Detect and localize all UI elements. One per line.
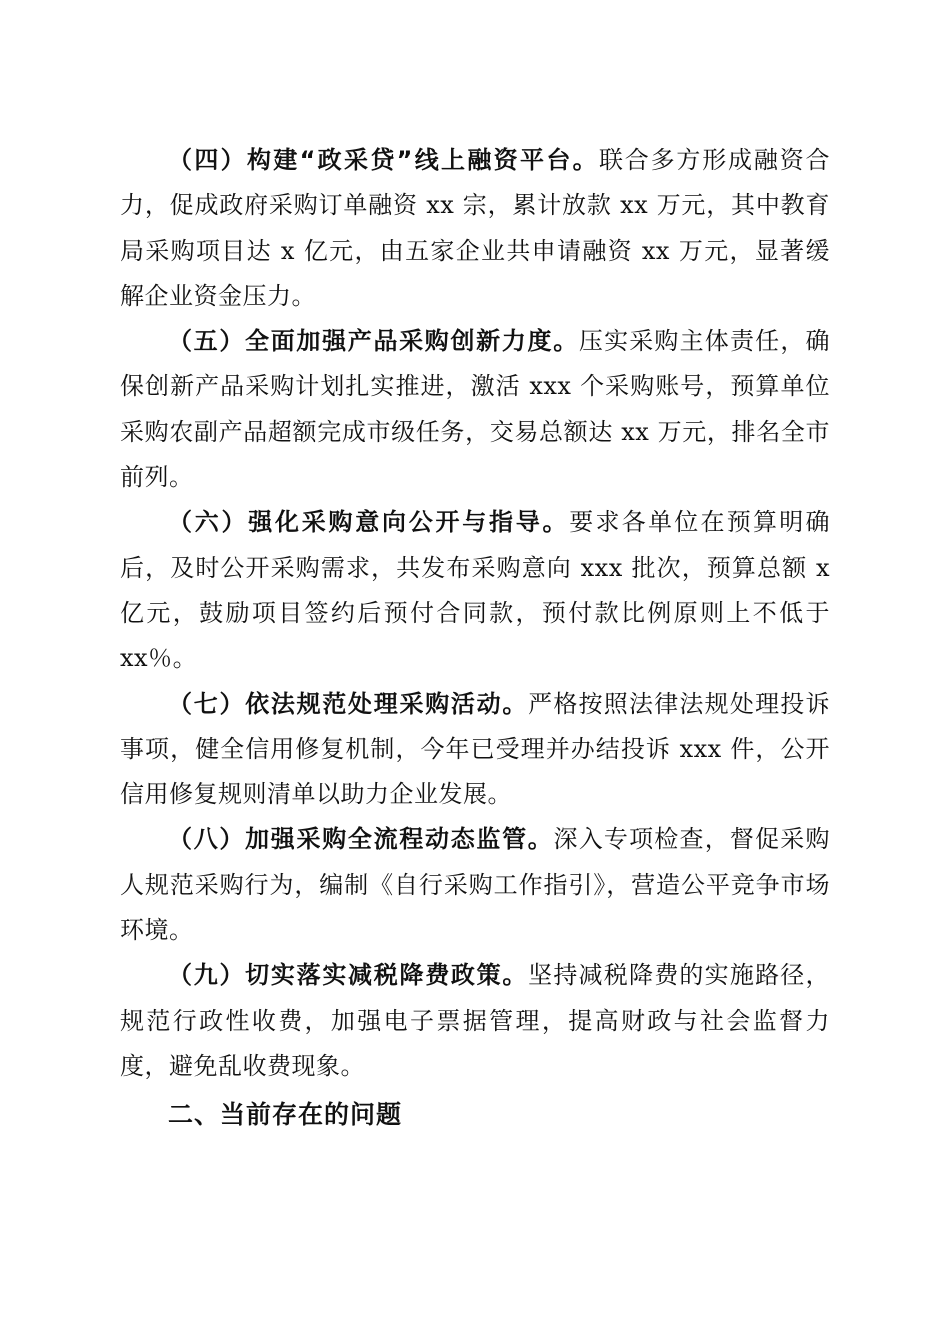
- paragraph-body: 压实采购主体责任，确保创新产品采购计划扎实推进，激活 xxx 个采购账号，预算单位采购农副产品超额完成市级任务，交易总额达 xx 万元，排名全市前列。: [120, 327, 831, 492]
- paragraph-8: [120, 817, 830, 953]
- paragraph-body: 要求各单位在预算明确后，及时公开采购需求，共发布采购意向 xxx 批次，预算总额 x 亿元，鼓励项目签约后预付合同款，预付款比例原则上不低于 xx％。: [120, 508, 830, 673]
- paragraph-6: [120, 500, 830, 681]
- section-heading: 二、当前存在的问题: [168, 1100, 403, 1130]
- paragraph-body: 严格按照法律法规处理投诉事项，健全信用修复机制，今年已受理并办结投诉 xxx 件，公开信用修复规则清单以助力企业发展。: [120, 689, 831, 809]
- paragraph-lead: （七）依法规范处理采购活动。: [168, 689, 529, 718]
- paragraph-lead: （九）切实落实减税降费政策。: [168, 961, 529, 990]
- paragraph-9: [120, 953, 830, 1089]
- paragraph-lead: （八）加强采购全流程动态监管。: [168, 825, 554, 854]
- paragraph-body: 联合多方形成融资合力，促成政府采购订单融资 xx 宗，累计放款 xx 万元，其中教育局采购项目达 x 亿元，由五家企业共申请融资 xx 万元，显著缓解企业资金压力。: [120, 146, 831, 310]
- paragraph-lead: （四）构建“政采贷”线上融资平台。: [168, 146, 599, 174]
- paragraph-lead: （六）强化采购意向公开与指导。: [168, 508, 570, 537]
- paragraph-5: [120, 319, 830, 500]
- paragraph-body: 深入专项检查，督促采购人规范采购行为，编制《自行采购工作指引》，营造公平竞争市场环境。: [120, 825, 830, 945]
- document-page: [120, 138, 830, 1141]
- paragraph-body: 坚持减税降费的实施路径，规范行政性收费，加强电子票据管理，提高财政与社会监督力度，避免乱收费现象。: [120, 961, 831, 1080]
- paragraph-lead: （五）全面加强产品采购创新力度。: [168, 327, 579, 356]
- paragraph-7: [120, 682, 830, 818]
- paragraph-4: [120, 138, 830, 319]
